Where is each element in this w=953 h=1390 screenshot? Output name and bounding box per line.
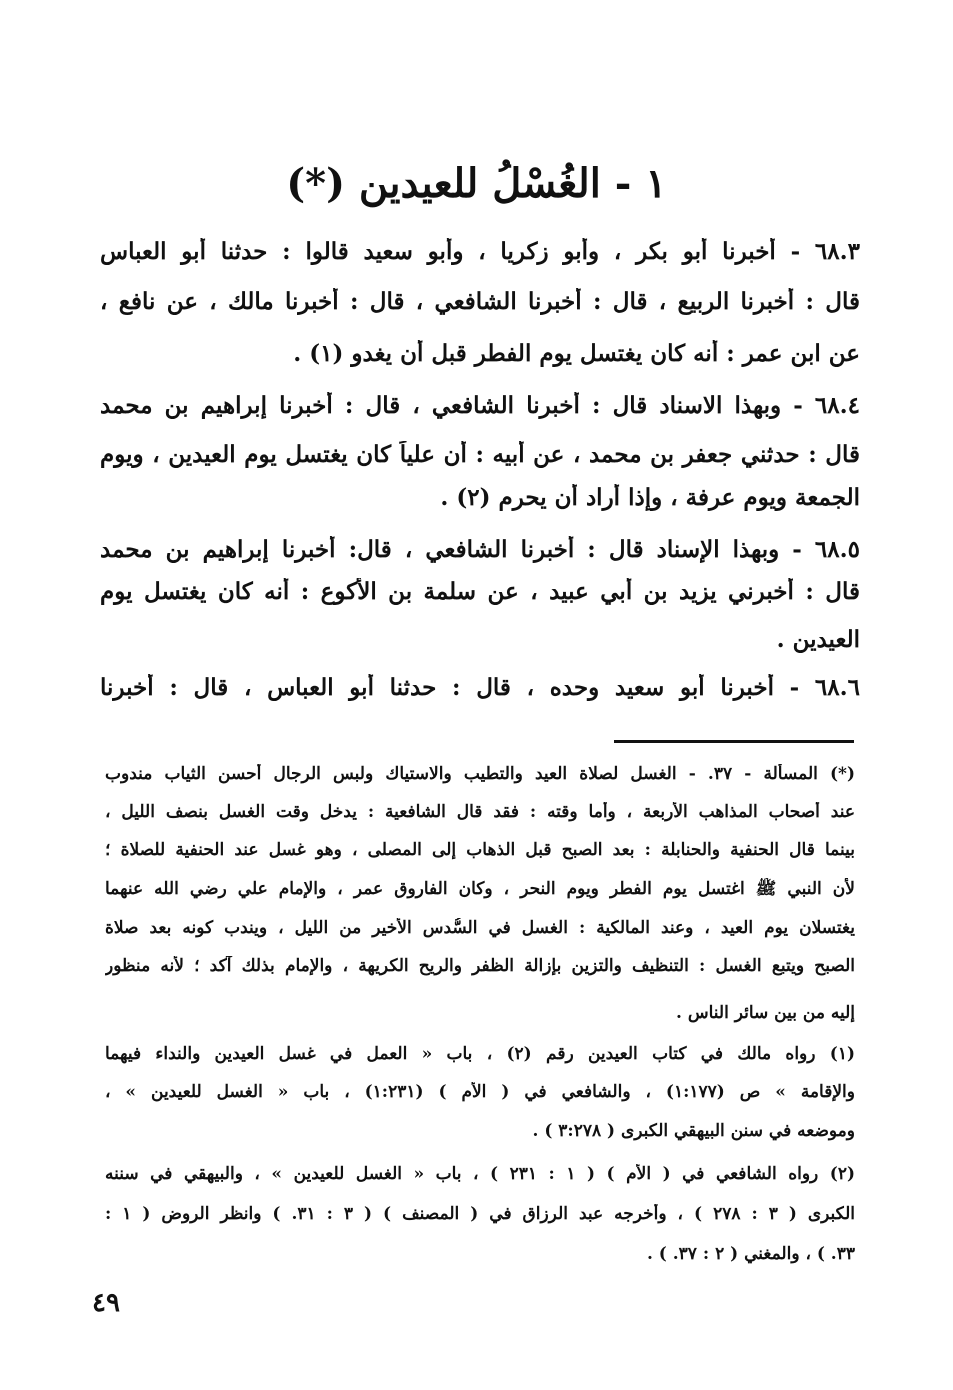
footnote-separator bbox=[614, 740, 854, 743]
text-line: ٦٨.٥ - وبهذا الإسناد قال : أخبرنا الشافعي ، قال: أخبرنا إبراهيم بن محمد bbox=[100, 536, 860, 563]
footnote-line: ٣٣. ) ، والمغني ( ٢ : ٣٧. ) . bbox=[646, 1244, 855, 1264]
footnote-line: بينما قال الحنفية والحنابلة : بعد الصبح قبل الذهاب إلى المصلى ، وهو غسل عند الحنفية للصلاة ؛ bbox=[105, 840, 855, 860]
footnote-line: يغتسلان يوم العيد ، وعند المالكية : الغسل في السُّدس الأخير من الليل ، ويندب كونه بعد صلاة bbox=[105, 918, 855, 938]
section-title: ١ - الغُسْلُ للعيدين (*) bbox=[286, 160, 667, 207]
footnote-line: والإقامة » ص (١:١٧٧) ، والشافعي في ( الأم ) (١:٢٣١) ، باب « الغسل للعيدين » ، bbox=[105, 1082, 855, 1102]
text-line: العيدين . bbox=[776, 626, 860, 653]
page-number: ٤٩ bbox=[92, 1288, 120, 1318]
text-line: الجمعة ويوم عرفة ، وإذا أراد أن يحرم (٢) . bbox=[440, 484, 860, 511]
text-line: ٦٨.٣ - أخبرنا أبو بكر ، وأبو زكريا ، وأبو سعيد قالوا : حدثنا أبو العباس bbox=[100, 238, 860, 265]
footnote-line: (١) رواه مالك في كتاب العيدين رقم (٢) ، باب « العمل في غسل العيدين والنداء فيهما bbox=[105, 1044, 855, 1064]
text-line: ٦٨.٦ - أخبرنا أبو سعيد وحده ، قال : حدثنا أبو العباس ، قال : أخبرنا bbox=[100, 674, 860, 701]
footnote-line: (*) المسألة - ٣٧. - الغسل لصلاة العيد والتطيب والاستياك ولبس الرجال أحسن الثياب مندوب bbox=[105, 764, 855, 784]
footnote-line: وموضعه في سنن البيهقي الكبرى ( ٣:٢٧٨ ) . bbox=[532, 1121, 855, 1141]
footnote-line: لأن النبي ﷺ اغتسل يوم الفطر ويوم النحر ، وكان الفاروق عمر ، والإمام علي رضي الله عنهما bbox=[105, 879, 855, 899]
text-line: قال : حدثني جعفر بن محمد ، عن أبيه : أن علياً كان يغتسل يوم العيدين ، ويوم bbox=[100, 441, 860, 468]
text-line: ٦٨.٤ - وبهذا الاسناد قال : أخبرنا الشافعي ، قال : أخبرنا إبراهيم بن محمد bbox=[100, 392, 860, 419]
footnote-line: الكبرى ( ٣ : ٢٧٨ ) ، وأخرجه عبد الرزاق في ( المصنف ) ( ٣ : ٣١. ) وانظر الروض ( ١ : bbox=[105, 1204, 855, 1224]
text-line: قال : أخبرنا الربيع ، قال : أخبرنا الشافعي ، قال : أخبرنا مالك ، عن نافع ، bbox=[100, 288, 860, 315]
footnote-line: (٢) رواه الشافعي في ( الأم ) ( ١ : ٢٣١ ) ، باب « الغسل للعيدين » ، والبيهقي في سننه bbox=[105, 1164, 855, 1184]
text-line: قال : أخبرني يزيد بن أبي عبيد ، عن سلمة بن الأكوع : أنه كان يغتسل يوم bbox=[100, 578, 860, 605]
footnote-line: الصبح ويتبع الغسل : التنظيف والتزين بإزالة الظفر والريح الكريهة ، والإمام بذلك آكد ؛ لأنه منظور bbox=[105, 956, 855, 976]
footnote-line: عند أصحاب المذاهب الأربعة ، وأما وقته : فقد قال الشافعية : يدخل وقت الغسل بنصف الليل ، bbox=[105, 802, 855, 822]
text-line: عن ابن عمر : أنه كان يغتسل يوم الفطر قبل أن يغدو (١) . bbox=[293, 340, 860, 367]
footnote-line: إليه من بين سائر الناس . bbox=[675, 1003, 855, 1023]
